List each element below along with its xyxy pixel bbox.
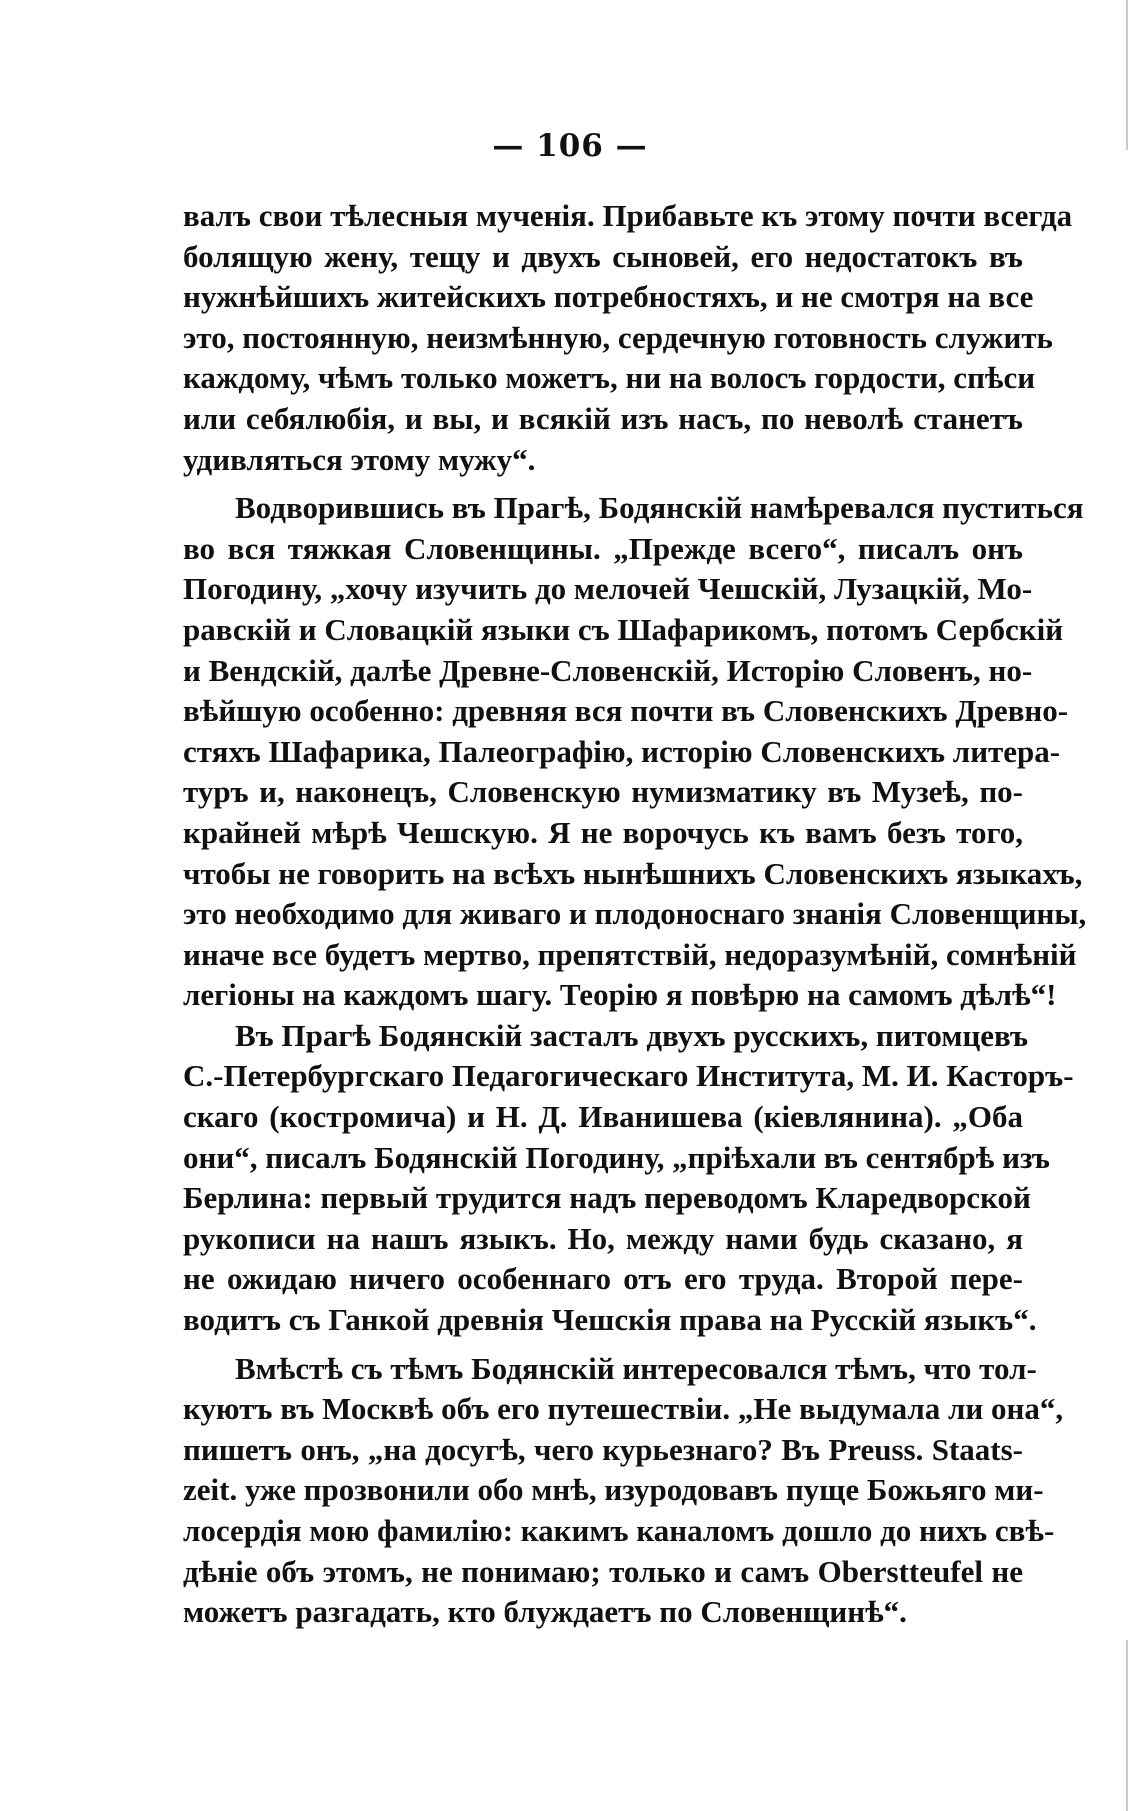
text-line: и Вендскій, далѣе Древне-Словенскій, Исторію Словенъ, но- [183, 652, 1033, 688]
text-line: Вмѣстѣ съ тѣмъ Бодянскій интересовался тѣмъ, что тол- [235, 1350, 1037, 1386]
text-line: куютъ въ Москвѣ объ его путешествіи. „Не выдумала ли она“, [183, 1391, 1064, 1427]
text-line: водитъ съ Ганкой древнія Чешскія права на Русскій языкъ“. [183, 1302, 1037, 1338]
page-number: — 106 — [492, 128, 648, 164]
text-line: крайней мѣрѣ Чешскую. Я не ворочусь къ вамъ безъ того, [183, 814, 1023, 850]
text-line: можетъ разгадать, кто блуждаетъ по Словенщинѣ“. [183, 1594, 907, 1630]
text-line: стяхъ Шафарика, Палеографію, исторію Словенскихъ литера- [183, 733, 1061, 769]
text-line: скаго (костромича) и Н. Д. Иванишева (кіевлянина). „Оба [183, 1099, 1023, 1135]
text-line: это необходимо для живаго и плодоноснаго знанія Словенщины, [183, 896, 1087, 932]
text-line: во вся тяжкая Словенщины. „Прежде всего“, писалъ онъ [183, 530, 1023, 566]
text-line: или себялюбія, и вы, и всякій изъ насъ, по неволѣ станетъ [183, 400, 1023, 436]
text-line: рукописи на нашъ языкъ. Но, между нами будь сказано, я [183, 1220, 1023, 1256]
text-line: пишетъ онъ, „на досугѣ, чего курьезнаго? Въ Preuss. Staats- [183, 1431, 1023, 1467]
text-line: валъ свои тѣлесныя мученія. Прибавьте къ этому почти всегда [183, 198, 1073, 233]
text-line: туръ и, наконецъ, Словенскую нумизматику въ Музеѣ, по- [183, 774, 1023, 810]
text-line: Въ Прагѣ Бодянскій засталъ двухъ русскихъ, питомцевъ [235, 1017, 1029, 1053]
text-line: чтобы не говорить на всѣхъ нынѣшнихъ Словенскихъ языкахъ, [183, 855, 1083, 891]
body-text [183, 196, 1087, 1633]
text-line: каждому, чѣмъ только можетъ, ни на волосъ гордости, спѣси [183, 360, 1036, 396]
text-line: дѣніе объ этомъ, не понимаю; только и самъ Obersttеufel не [183, 1553, 1023, 1589]
text-line: иначе все будетъ мертво, препятствій, недоразумѣній, сомнѣній [183, 936, 1077, 972]
text-line: это, постоянную, неизмѣнную, сердечную готовность служить [183, 319, 1053, 355]
page-edge-line [1126, 1640, 1128, 1811]
text-line: легіоны на каждомъ шагу. Теорію я повѣрю на самомъ дѣлѣ“! [183, 977, 1057, 1013]
paragraph [183, 1349, 1064, 1633]
text-line: нужнѣйшихъ житейскихъ потребностяхъ, и не смотря на все [183, 279, 1034, 315]
text-line: Погодину, „хочу изучить до мелочей Чешскій, Лузацкій, Мо- [183, 571, 1033, 607]
text-line: лосердія мою фамилію: какимъ каналомъ дошло до нихъ свѣ- [183, 1513, 1055, 1548]
text-line: Берлина: первый трудится надъ переводомъ Клaредворской [183, 1180, 1031, 1216]
paragraph [183, 488, 1087, 1016]
text-line: вѣйшую особенно: древняя вся почти въ Словенскихъ Древно- [183, 693, 1069, 729]
text-line: Водворившись въ Прагѣ, Бодянскій намѣревался пуститься [235, 490, 1084, 526]
text-line: С.-Петербургскаго Педагогическаго Института, М. И. Касторъ- [183, 1058, 1074, 1094]
text-line: zeit. уже прозвонили обо мнѣ, изуродовавъ пуще Божьяго ми- [183, 1472, 1044, 1508]
text-line: удивляться этому мужу“. [183, 441, 536, 477]
paragraph [183, 196, 1073, 480]
text-line: болящую жену, тещу и двухъ сыновей, его недостатокъ въ [183, 238, 1023, 274]
text-line: не ожидаю ничего особеннаго отъ его труда. Второй пере- [183, 1261, 1023, 1297]
text-line: равскій и Словацкій языки съ Шафарикомъ, потомъ Сербскій [183, 611, 1064, 647]
paragraph [183, 1016, 1074, 1341]
text-line: они“, писалъ Бодянскій Погодину, „пріѣхали въ сентябрѣ изъ [183, 1139, 1050, 1175]
